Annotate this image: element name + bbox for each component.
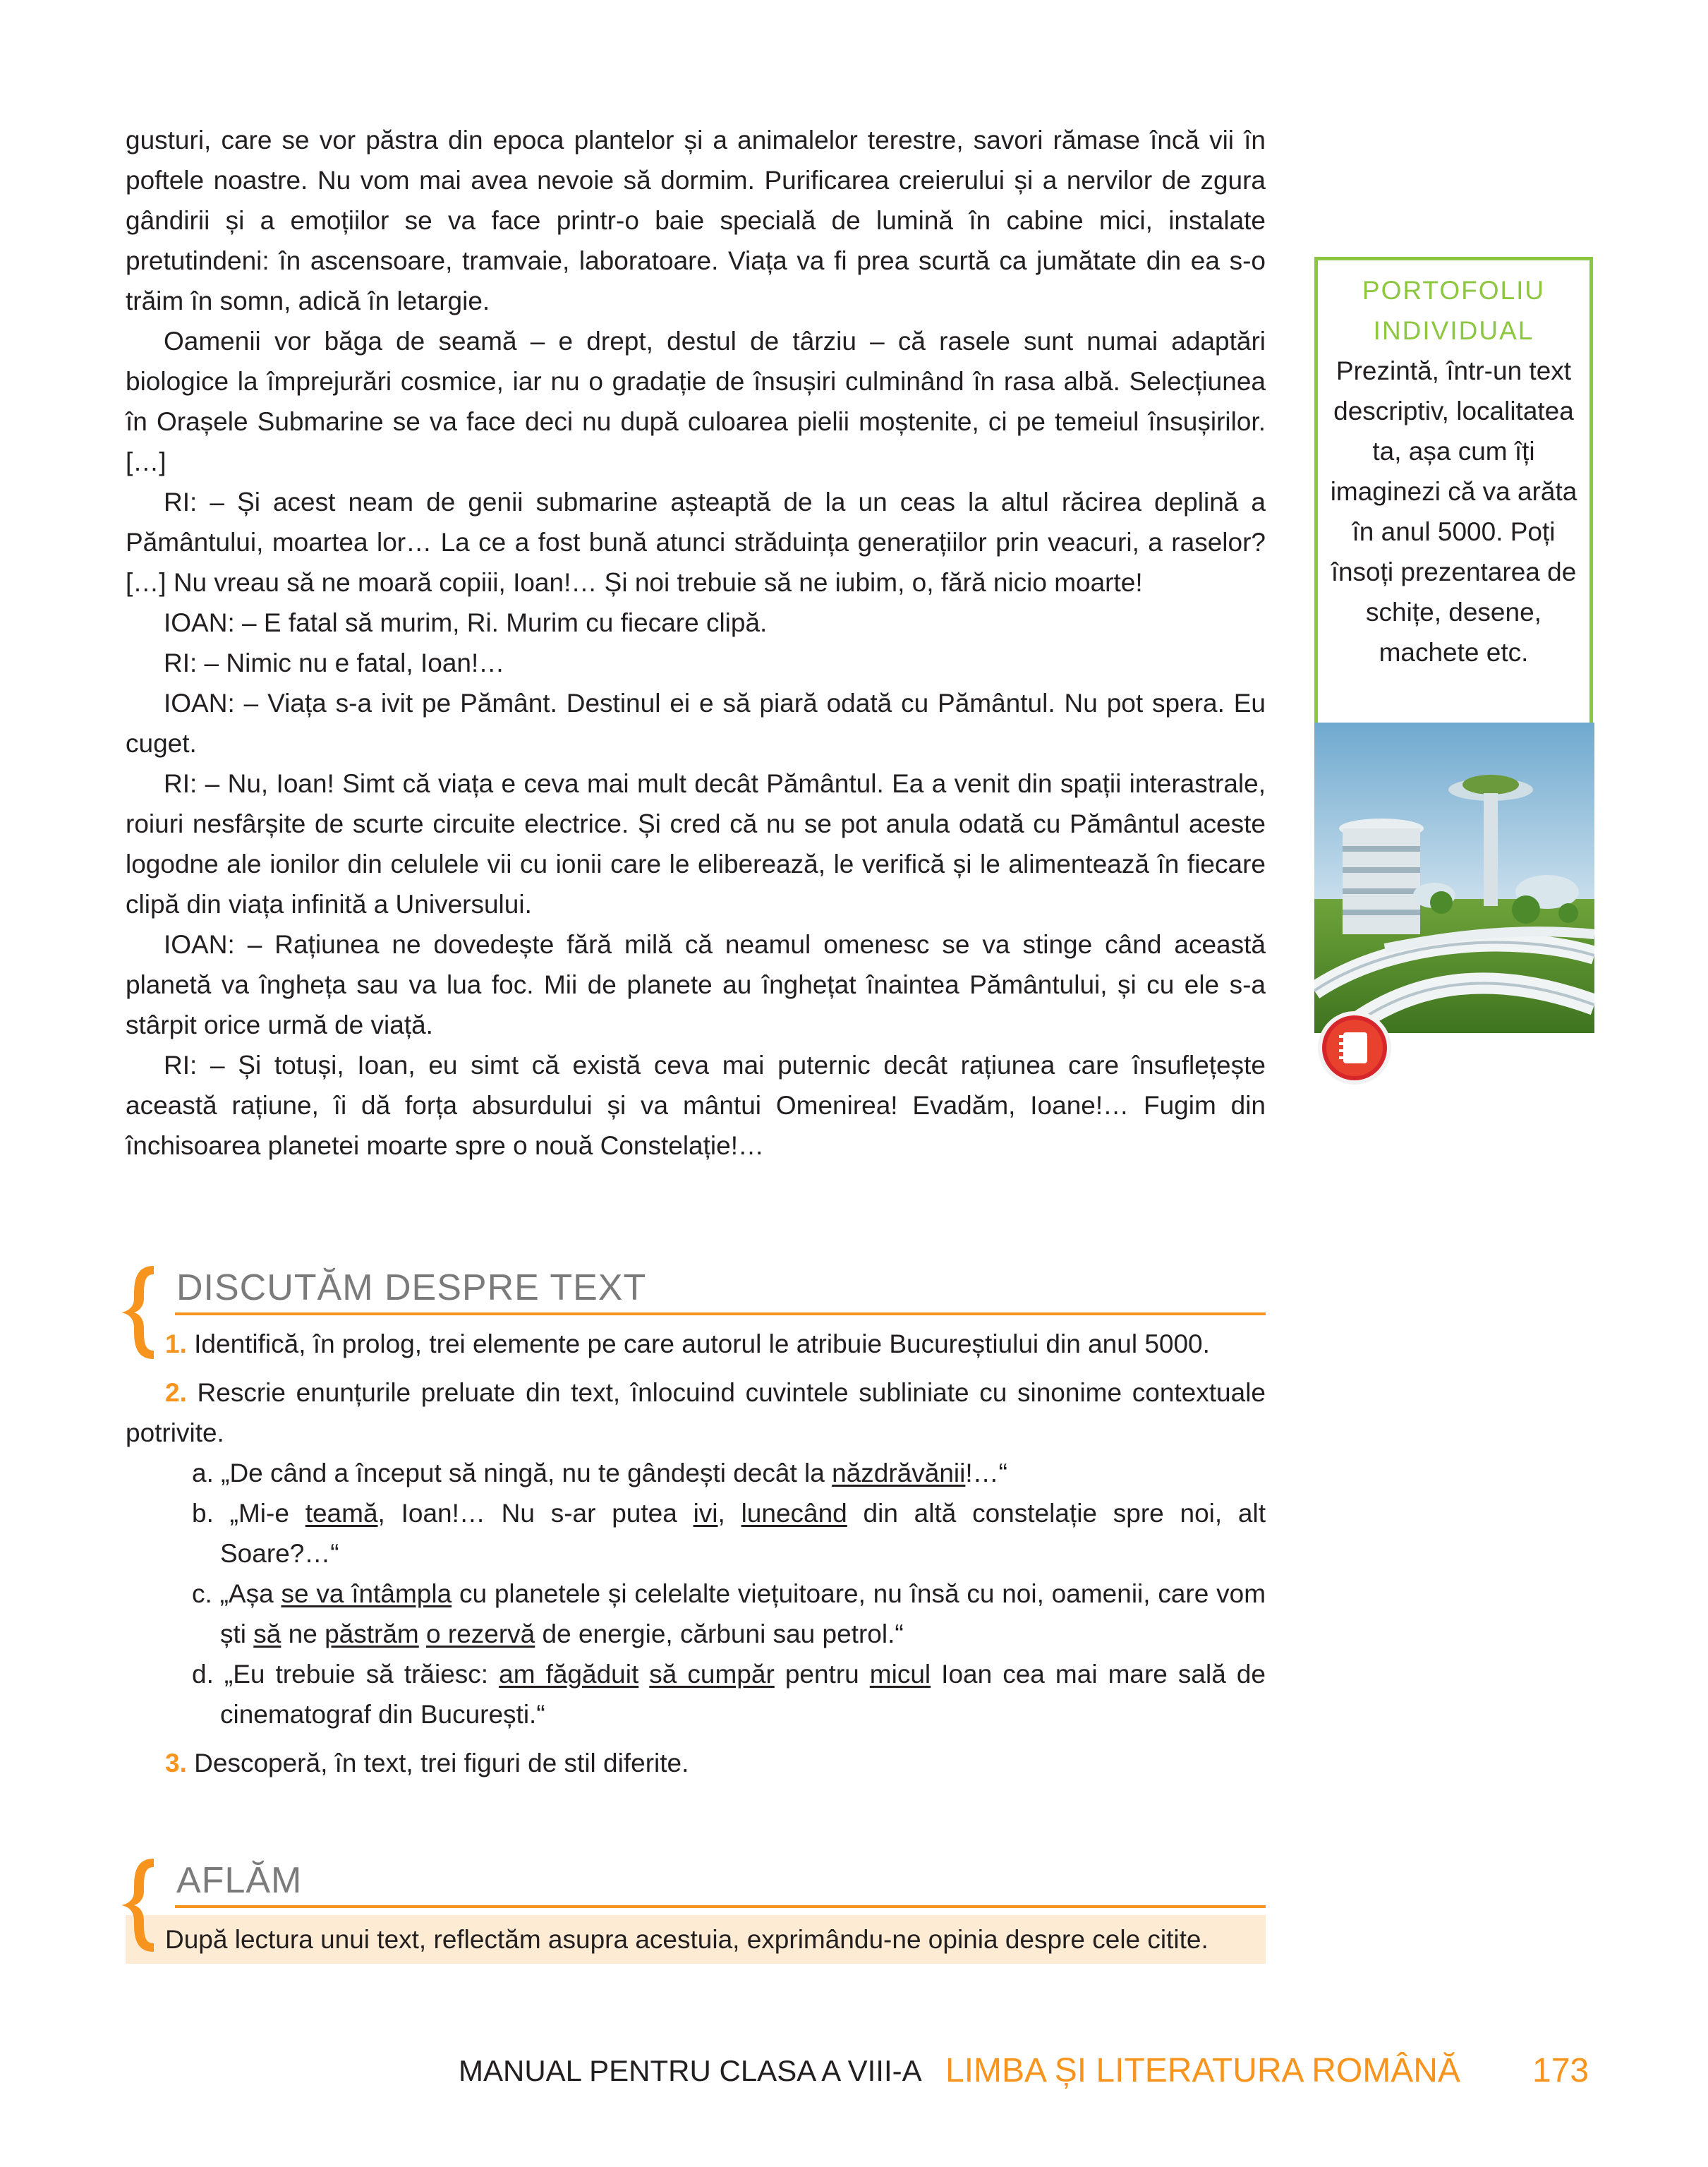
- discutam-section: [126, 1263, 1266, 1783]
- paragraph: RI: – Nu, Ioan! Simt că viața e ceva mai mult decât Pământul. Ea a venit din spații interastrale, roiuri nesfârșite de scurte circuite electrice. Și cred că nu se pot anula odată cu Pământul aceste logodne ale ionilor din celulele vii cu ionii care le eliberează, le verifică și le alimentează în fiecare clipă din viața infinită a Universului.: [126, 769, 1266, 919]
- orange-bracket-icon: [119, 1263, 161, 1362]
- subitem-c: c. „Așa se va întâmpla cu planetele și celelalte viețuitoare, nu însă cu noi, oamenii, care vom ști să ne păstrăm o rezervă de energie, cărbuni sau petrol.“: [192, 1579, 1266, 1648]
- aflam-section: [126, 1856, 1266, 1964]
- paragraph: RI: – Nimic nu e fatal, Ioan!…: [164, 648, 505, 677]
- orange-bracket-icon: [119, 1856, 161, 1955]
- futuristic-city-image: [1314, 723, 1594, 1033]
- question-1: 1. Identifică, în prolog, trei elemente pe care autorul le atribuie Bucureștiului din anul 5000.: [165, 1329, 1210, 1358]
- page-footer: [459, 2046, 1601, 2096]
- portfolio-heading: PORTOFOLIU: [1362, 276, 1546, 305]
- aflam-text: După lectura unui text, reflectăm asupra acestuia, exprimându-ne opinia despre cele citite.: [165, 1925, 1209, 1954]
- section-title: AFLĂM: [176, 1860, 303, 1901]
- question-3: 3. Descoperă, în text, trei figuri de stil diferite.: [165, 1749, 689, 1777]
- paragraph: Oamenii vor băga de seamă – e drept, destul de târziu – că rasele sunt numai adaptări biologice la împrejurări cosmice, iar nu o gradație de însușiri culminând în rasa albă. Selecțiunea în Orașele Submarine se va face deci nu după culoarea pielii moștenite, ci pe temeiul însușirilor. […]: [126, 327, 1266, 476]
- paragraph: RI: – Și acest neam de genii submarine așteaptă de la un ceas la altul răcirea deplină a Pământului, moartea lor… La ce a fost bună atunci străduința generațiilor prin veacuri, a raselor? […] Nu vreau să ne moară copiii, Ioan!… Și noi trebuie să ne iubim, o, fără nicio moarte!: [126, 488, 1266, 597]
- paragraph: RI: – Și totuși, Ioan, eu simt că există ceva mai puternic decât rațiunea care însuflețește această rațiune, îi dă forța absurdului și va mântui Omenirea! Evadăm, Ioane!… Fugim din închisoarea planetei moarte spre o nouă Constelație!…: [126, 1051, 1266, 1160]
- paragraph: IOAN: – Rațiunea ne dovedește fără milă că neamul omenesc se va stinge când această planetă va îngheța sau va lua foc. Mii de planete au înghețat înaintea Pământului, și cu ele s-a stârpit orice urmă de viață.: [126, 930, 1266, 1039]
- portfolio-box: [1314, 257, 1593, 723]
- portfolio-heading: INDIVIDUAL: [1373, 316, 1534, 345]
- footer-manual: MANUAL PENTRU CLASA A VIII-A: [459, 2054, 922, 2087]
- aflam-box: [126, 1915, 1266, 1964]
- paragraph: IOAN: – Viața s-a ivit pe Pământ. Destinul ei e să piară odată cu Pământul. Nu pot spera. Eu cuget.: [126, 689, 1266, 758]
- paragraph: gusturi, care se vor păstra din epoca plantelor și a animalelor terestre, savori rămase încă vii în poftele noastre. Nu vom mai avea nevoie să dormim. Purificarea creierului și a nervilor de zgura gândirii și a emoțiilor se va face printr-o baie specială de lumină în cabine mici, instalate pretutindeni: în ascensoare, tramvaie, laboratoare. Viața va fi prea scurtă ca jumătate din ea s-o trăim în somn, adică în letargie.: [126, 126, 1266, 315]
- portfolio-text: Prezintă, într-un text descriptiv, localitatea ta, așa cum îți imaginezi că va arăta în anul 5000. Poți însoți prezentarea de schițe, desene, machete etc.: [1330, 356, 1577, 667]
- section-title: DISCUTĂM DESPRE TEXT: [176, 1267, 647, 1308]
- footer-subject: LIMBA ȘI LITERATURA ROMÂNĂ: [945, 2052, 1460, 2089]
- question-2: 2. Rescrie enunțurile preluate din text, înlocuind cuvintele subliniate cu sinonime contextuale potrivite.: [126, 1378, 1266, 1447]
- subitem-d: d. „Eu trebuie să trăiesc: am făgăduit să cumpăr pentru micul Ioan cea mai mare sală de cinematograf din București.“: [192, 1660, 1266, 1729]
- page-number: 173: [1532, 2052, 1589, 2089]
- paragraph: IOAN: – E fatal să murim, Ri. Murim cu fiecare clipă.: [164, 608, 768, 637]
- story-text: [126, 120, 1266, 1166]
- subitem-b: b. „Mi-e teamă, Ioan!… Nu s-ar putea ivi, lunecând din altă constelație spre noi, alt Soare?…“: [192, 1499, 1266, 1568]
- section-divider: [175, 1905, 1266, 1908]
- section-divider: [175, 1312, 1266, 1315]
- subitem-a: a. „De când a început să ningă, nu te gândești decât la năzdrăvănii!…“: [192, 1459, 1007, 1487]
- notebook-badge-icon: [1312, 1006, 1397, 1090]
